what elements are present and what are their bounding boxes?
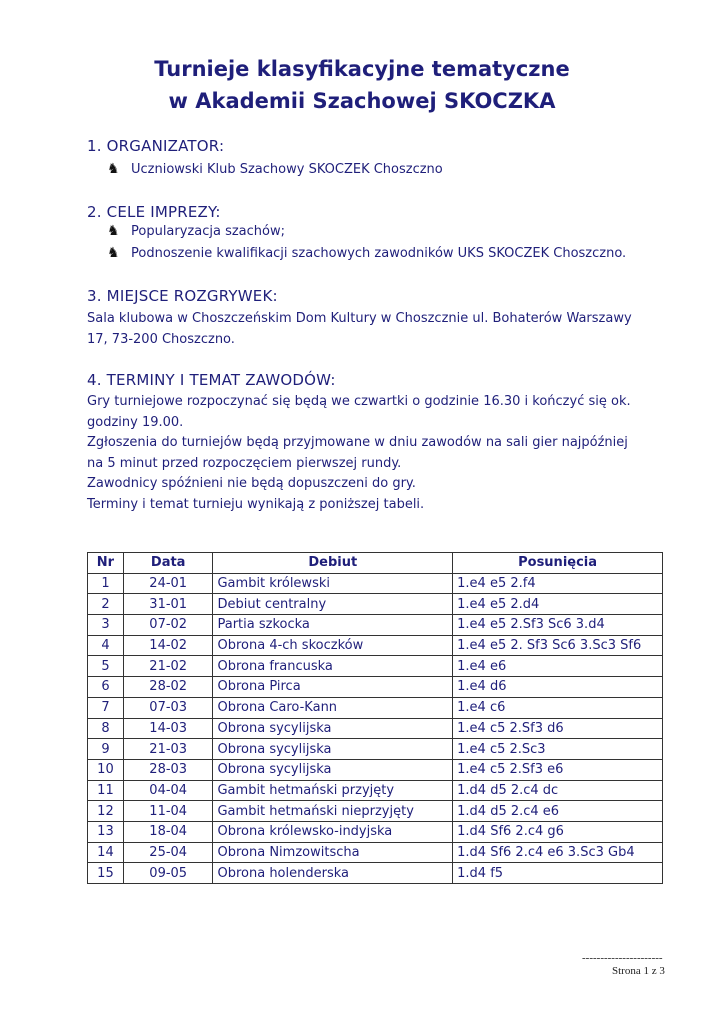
cell-nr: 8 <box>88 718 124 739</box>
text-line: Gry turniejowe rozpoczynać się będą we czwartki o godzinie 16.30 i kończyć się ok. <box>87 394 631 409</box>
cell-date: 14-03 <box>123 718 213 739</box>
table-row <box>88 635 663 656</box>
cell-nr: 7 <box>88 697 124 718</box>
cell-date: 24-01 <box>123 573 213 594</box>
table-row <box>88 842 663 863</box>
cell-nr: 12 <box>88 801 124 822</box>
table-row <box>88 821 663 842</box>
cell-opening: Obrona sycylijska <box>213 759 453 780</box>
cell-opening: Obrona sycylijska <box>213 718 453 739</box>
cell-opening: Debiut centralny <box>213 594 453 615</box>
table-row <box>88 573 663 594</box>
cell-date: 31-01 <box>123 594 213 615</box>
text-line: Sala klubowa w Choszczeńskim Dom Kultury w Choszcznie ul. Bohaterów Warszawy <box>87 311 632 326</box>
footer-divider: ---------------------- <box>582 952 663 964</box>
cell-date: 04-04 <box>123 780 213 801</box>
cell-date: 09-05 <box>123 863 213 884</box>
chess-knight-icon: ♞ <box>107 161 120 177</box>
cell-date: 21-02 <box>123 656 213 677</box>
table-row <box>88 759 663 780</box>
table-header-row <box>88 553 663 574</box>
cell-moves: 1.e4 d6 <box>453 677 663 698</box>
section-heading-goals: 2. CELE IMPREZY: <box>87 203 221 221</box>
text-line: Terminy i temat turnieju wynikają z poniższej tabeli. <box>87 496 425 512</box>
table-row <box>88 594 663 615</box>
text-line: Zgłoszenia do turniejów będą przyjmowane w dniu zawodów na sali gier najpóźniej <box>87 435 628 450</box>
cell-nr: 4 <box>88 635 124 656</box>
cell-opening: Gambit hetmański przyjęty <box>213 780 453 801</box>
cell-date: 14-02 <box>123 635 213 656</box>
column-header-nr: Nr <box>88 553 124 574</box>
list-item-label: Podnoszenie kwalifikacji szachowych zawodników UKS SKOCZEK Choszczno. <box>131 245 627 261</box>
cell-opening: Obrona królewsko-indyjska <box>213 821 453 842</box>
schedule-paragraph <box>87 392 631 515</box>
cell-moves: 1.e4 c5 2.Sf3 d6 <box>453 718 663 739</box>
cell-nr: 3 <box>88 615 124 636</box>
cell-opening: Obrona Pirca <box>213 677 453 698</box>
cell-moves: 1.d4 d5 2.c4 dc <box>453 780 663 801</box>
cell-date: 07-02 <box>123 615 213 636</box>
cell-nr: 1 <box>88 573 124 594</box>
cell-nr: 11 <box>88 780 124 801</box>
cell-date: 18-04 <box>123 821 213 842</box>
table-row <box>88 697 663 718</box>
list-item-label: Popularyzacja szachów; <box>131 223 286 239</box>
cell-opening: Obrona francuska <box>213 656 453 677</box>
section-heading-venue: 3. MIEJSCE ROZGRYWEK: <box>87 287 278 305</box>
cell-moves: 1.e4 e5 2.d4 <box>453 594 663 615</box>
cell-opening: Obrona Nimzowitscha <box>213 842 453 863</box>
text-line: 17, 73-200 Choszczno. <box>87 331 235 347</box>
cell-moves: 1.d4 Sf6 2.c4 g6 <box>453 821 663 842</box>
section-heading-schedule: 4. TERMINY I TEMAT ZAWODÓW: <box>87 371 336 389</box>
column-header-opening: Debiut <box>213 553 453 574</box>
chess-knight-icon: ♞ <box>107 223 120 239</box>
cell-date: 28-02 <box>123 677 213 698</box>
text-line: godziny 19.00. <box>87 414 184 430</box>
cell-date: 28-03 <box>123 759 213 780</box>
cell-nr: 10 <box>88 759 124 780</box>
cell-moves: 1.e4 c5 2.Sc3 <box>453 739 663 760</box>
tournament-table <box>87 552 663 884</box>
list-item <box>107 223 285 239</box>
cell-moves: 1.e4 c5 2.Sf3 e6 <box>453 759 663 780</box>
cell-date: 21-03 <box>123 739 213 760</box>
cell-moves: 1.d4 d5 2.c4 e6 <box>453 801 663 822</box>
cell-opening: Obrona Caro-Kann <box>213 697 453 718</box>
cell-opening: Obrona 4-ch skoczków <box>213 635 453 656</box>
cell-moves: 1.e4 e5 2.f4 <box>453 573 663 594</box>
text-line: na 5 minut przed rozpoczęciem pierwszej rundy. <box>87 455 402 471</box>
cell-moves: 1.e4 e5 2. Sf3 Sc6 3.Sc3 Sf6 <box>453 635 663 656</box>
cell-nr: 5 <box>88 656 124 677</box>
cell-opening: Gambit hetmański nieprzyjęty <box>213 801 453 822</box>
venue-paragraph <box>87 309 632 350</box>
table-row <box>88 801 663 822</box>
text-line: Zawodnicy spóźnieni nie będą dopuszczeni do gry. <box>87 476 416 491</box>
document-title-line-2: w Akademii Szachowej SKOCZKA <box>168 89 556 113</box>
cell-moves: 1.d4 f5 <box>453 863 663 884</box>
cell-moves: 1.d4 Sf6 2.c4 e6 3.Sc3 Gb4 <box>453 842 663 863</box>
cell-date: 11-04 <box>123 801 213 822</box>
chess-knight-icon: ♞ <box>107 245 120 261</box>
cell-nr: 15 <box>88 863 124 884</box>
cell-opening: Obrona holenderska <box>213 863 453 884</box>
document-title-line-1: Turnieje klasyfikacyjne tematyczne <box>154 57 570 81</box>
cell-moves: 1.e4 c6 <box>453 697 663 718</box>
table-row <box>88 656 663 677</box>
cell-opening: Obrona sycylijska <box>213 739 453 760</box>
column-header-moves: Posunięcia <box>453 553 663 574</box>
list-item-label: Uczniowski Klub Szachowy SKOCZEK Choszczno <box>131 161 443 177</box>
cell-moves: 1.e4 e5 2.Sf3 Sc6 3.d4 <box>453 615 663 636</box>
cell-nr: 13 <box>88 821 124 842</box>
table-row <box>88 739 663 760</box>
list-item <box>107 161 443 177</box>
cell-nr: 2 <box>88 594 124 615</box>
table-row <box>88 863 663 884</box>
cell-date: 07-03 <box>123 697 213 718</box>
table-row <box>88 615 663 636</box>
cell-date: 25-04 <box>123 842 213 863</box>
cell-opening: Gambit królewski <box>213 573 453 594</box>
cell-nr: 9 <box>88 739 124 760</box>
cell-nr: 6 <box>88 677 124 698</box>
table-row <box>88 780 663 801</box>
page-number: Strona 1 z 3 <box>612 965 665 977</box>
section-heading-organizer: 1. ORGANIZATOR: <box>87 137 225 155</box>
table-row <box>88 718 663 739</box>
cell-opening: Partia szkocka <box>213 615 453 636</box>
column-header-date: Data <box>123 553 213 574</box>
cell-moves: 1.e4 e6 <box>453 656 663 677</box>
table-row <box>88 677 663 698</box>
list-item <box>107 245 626 261</box>
cell-nr: 14 <box>88 842 124 863</box>
